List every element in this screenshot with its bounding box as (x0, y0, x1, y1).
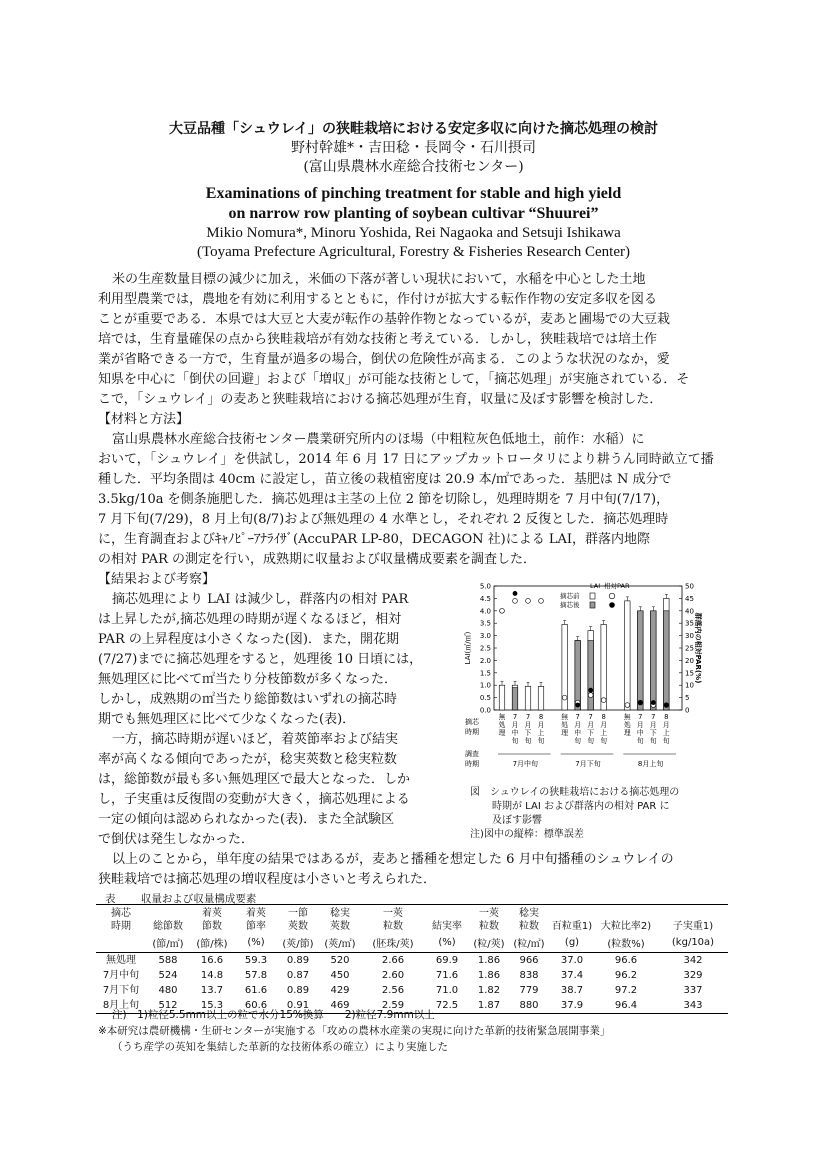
treatment-label-char: 8 (664, 713, 669, 721)
treatment-label-char: 月 (636, 721, 644, 729)
point-par-after (513, 591, 518, 596)
y-tick-label-right: 40 (685, 607, 694, 616)
section-heading-methods: 【材料と方法】 (98, 412, 190, 427)
point-par-before (625, 703, 630, 708)
table-header-cell: 一節 莢数 (288, 908, 308, 932)
table-unit-cell: (胚珠/莢) (372, 939, 414, 950)
methods-line: 3.5kg/10a を側条施肥した．摘芯処理は主茎の上位 2 節を切除し，処理時期を 7 月中旬(7/17)， (98, 492, 670, 507)
table-cell: 512 (158, 1000, 178, 1011)
table-header-cell: 大粒比率2) (600, 921, 652, 932)
treatment-label-char: 処 (498, 721, 506, 729)
treatment-label-char: 7 (525, 713, 531, 721)
table-header-row (96, 905, 728, 934)
table-unit-cell: (莢/㎡) (324, 939, 356, 950)
table-cell: 2.56 (381, 985, 405, 996)
treatment-label-char: 旬 (574, 737, 582, 745)
y-tick-label-right: 50 (685, 582, 694, 591)
row-label-survey-1: 調査 (465, 750, 479, 758)
table-header-cell: 結実率 (432, 921, 462, 932)
results-line: 摘芯処理により LAI は減少し，群落内の相対 PAR (112, 592, 409, 607)
treatment-label-char: 処 (561, 721, 569, 729)
row-label-survey-2: 時期 (465, 760, 479, 768)
bar-lai-before (525, 686, 531, 710)
lai-par-chart (462, 578, 702, 782)
table-units-row (96, 933, 728, 953)
affiliation-ja: (富山県農林水産総合技術センター) (303, 159, 524, 175)
point-par-before (601, 698, 606, 703)
point-par-after (664, 703, 669, 708)
table-cell: 37.4 (560, 970, 584, 981)
treatment-label-char: 7 (651, 713, 656, 721)
figure-caption (470, 786, 740, 842)
legend-header-lai: LAI (590, 582, 601, 590)
bar-lai-before (601, 624, 607, 710)
point-par-before (526, 598, 531, 603)
table-cell: 0.91 (286, 1000, 310, 1011)
treatment-label-char: 理 (623, 729, 631, 737)
point-par-after (588, 688, 593, 693)
bar-lai-before (625, 601, 631, 710)
table-unit-cell: (粒/莢) (473, 939, 505, 950)
table-header-cell: 総節数 (153, 921, 183, 932)
treatment-label-char: 月 (587, 721, 595, 729)
treatment-label-char: 月 (600, 721, 608, 729)
treatment-label-char: 月 (537, 721, 545, 729)
bar-lai-after (638, 611, 644, 710)
table-unit-cell: (粒/㎡) (513, 939, 545, 950)
table-cell: 1.86 (477, 955, 501, 966)
figure-caption-line: 及ぼす影響 (492, 815, 542, 826)
treatment-label-char: 7 (575, 713, 580, 721)
results-line: (7/27)までに摘芯処理をすると，処理後 10 日頃には， (98, 652, 423, 667)
table-unit-cell: (節/株) (196, 939, 228, 950)
row-label-treatment-2: 時期 (465, 728, 479, 736)
results-line: し，子実重は反復間の変動が大きく，摘芯処理による (98, 792, 410, 807)
conclusion-line: 以上のことから，単年度の結果ではあるが，麦あと播種を想定した 6 月中旬播種のシュウレイの (112, 852, 674, 867)
legend-label-after: 摘芯後 (560, 601, 580, 609)
treatment-label-char: 中 (636, 729, 644, 737)
treatment-label-char: 旬 (587, 737, 595, 745)
treatment-label-char: 月 (649, 721, 657, 729)
results-line: 一定の傾向は認められなかった(表)．また全試験区 (98, 812, 395, 827)
table-cell: 71.6 (435, 970, 459, 981)
table-header-cell: 子実重1) (672, 921, 714, 932)
y-tick-label-right: 45 (685, 594, 694, 603)
table-cell: 469 (330, 1000, 350, 1011)
figure-note: 注)図中の縦棒：標準誤差 (470, 829, 584, 840)
treatment-label-char: 7 (512, 713, 518, 721)
y-tick-label-left: 1.5 (479, 669, 491, 678)
survey-group-label: 7月中旬 (512, 760, 539, 768)
legend-par-after-marker (609, 602, 615, 608)
results-line: しかし，成熟期の㎡当たり総節数はいずれの摘芯時 (98, 692, 398, 707)
table-cell: 2.66 (381, 955, 405, 966)
treatment-label-char: 下 (524, 729, 532, 737)
paper-title-en-line1: Examinations of pinching treatment for stable and high yield (205, 185, 622, 202)
table-cell: 57.8 (244, 970, 268, 981)
section-heading-results: 【結果および考察】 (98, 572, 216, 587)
y-tick-label-right: 30 (685, 632, 694, 641)
table-cell: 337 (683, 985, 703, 996)
table-header-cell: 稔実 莢数 (330, 908, 350, 932)
table-cell: 7月下旬 (102, 985, 140, 996)
table-cell: 0.87 (286, 970, 310, 981)
figure-caption-line: 図 シュウレイの狭畦栽培における摘芯処理の (470, 787, 680, 798)
results-line: で倒伏は発生しなかった． (98, 832, 255, 847)
point-par-after (651, 700, 656, 705)
treatment-label-char: 旬 (636, 737, 644, 745)
y-tick-label-left: 4.0 (479, 607, 491, 616)
treatment-label-char: 月 (524, 721, 532, 729)
table-cell: 0.89 (286, 955, 310, 966)
table-cell: 1.86 (477, 970, 501, 981)
table-unit-cell: (節/㎡) (152, 939, 184, 950)
table-cell: 38.7 (560, 985, 584, 996)
bar-lai-after (575, 641, 581, 710)
table-row (96, 968, 728, 983)
intro-line: 米の生産数量目標の減少に加え，米価の下落が著しい現状において，水稲を中心とした土地 (112, 272, 646, 287)
y-tick-label-right: 15 (685, 669, 694, 678)
table-cell: 14.8 (200, 970, 224, 981)
treatment-label-char: 7 (588, 713, 593, 721)
treatment-label-char: 旬 (511, 737, 519, 745)
intro-line: 培では，生育量確保の点から狭畦栽培が有効な技術と考えている．しかし，狭畦栽培では培土作 (98, 332, 658, 347)
treatment-label-char: 旬 (524, 737, 532, 745)
y-axis-label-right: 群落内の相対PAR(%) (694, 612, 702, 684)
table-cell: 1.87 (477, 1000, 501, 1011)
treatment-label-char: 中 (574, 729, 582, 737)
table-unit-cell (96, 933, 146, 953)
results-line: 無処理区に比べて㎡当たり分枝節数が多くなった． (98, 672, 398, 687)
table-unit-cell: (%) (438, 937, 456, 948)
table-cell: 8月上旬 (102, 1000, 140, 1011)
affiliation-en: (Toyama Prefecture Agricultural, Forestry & Fisheries Research Center) (197, 244, 630, 260)
y-tick-label-left: 1.0 (479, 681, 491, 690)
table-cell: 60.6 (244, 1000, 268, 1011)
table-header-cell: 着莢 節数 (202, 908, 222, 932)
y-tick-label-left: 2.0 (479, 656, 491, 665)
table-caption-prefix: 表 (105, 893, 116, 905)
paper-title-ja: 大豆品種「シュウレイ」の狭畦栽培における安定多収に向けた摘芯処理の検討 (168, 121, 659, 137)
treatment-label-char: 8 (538, 713, 544, 721)
treatment-label-char: 旬 (600, 737, 608, 745)
results-line: は上昇したが,摘芯処理の時期が遅くなるほど，相対 (98, 612, 402, 627)
table-cell: 61.6 (244, 985, 268, 996)
y-tick-label-left: 4.5 (479, 594, 491, 603)
results-line: 率が高くなる傾向であったが，稔実莢数と稔実粒数 (98, 752, 397, 767)
table-cell: 343 (683, 1000, 703, 1011)
methods-line: の相対 PAR の測定を行い，成熟期に収量および収量構成要素を調査した． (98, 552, 536, 567)
table-cell: 450 (330, 970, 350, 981)
table-cell: 524 (158, 970, 178, 981)
authors-ja: 野村幹雄*・吉田稔・長岡令・石川摂司 (291, 140, 536, 156)
table-cell: 1.82 (477, 985, 501, 996)
results-line: 一方，摘芯時期が遅いほど，着莢節率および結実 (112, 732, 399, 747)
y-tick-label-left: 3.5 (479, 619, 491, 628)
y-tick-label-left: 0.5 (479, 694, 491, 703)
table-cell: 0.89 (286, 985, 310, 996)
point-par-after (638, 700, 643, 705)
table-cell: 96.2 (614, 970, 638, 981)
point-par-before (562, 695, 567, 700)
table-unit-cell: (kg/10a) (671, 937, 715, 948)
treatment-label-char: 理 (498, 729, 506, 737)
table-cell: 2.60 (381, 970, 405, 981)
legend-label-before: 摘芯前 (560, 592, 580, 600)
table-cell: 71.0 (435, 985, 459, 996)
funding-note: ※本研究は農研機構・生研センターが実施する「攻めの農林水産業の実現に向けた革新的技術緊急展開事業」 (98, 1025, 611, 1037)
treatment-label-char: 上 (600, 729, 608, 737)
table-header-cell: 稔実 粒数 (519, 908, 539, 932)
table-header-cell: 百粒重1) (551, 921, 593, 932)
table-cell: 無処理 (106, 955, 136, 966)
table-cell: 588 (158, 955, 178, 966)
table-caption-text: 収量および収量構成要素 (140, 893, 257, 905)
legend-lai-before-swatch (590, 593, 595, 599)
y-tick-label-right: 10 (685, 681, 694, 690)
treatment-label-char: 月 (662, 721, 670, 729)
legend-par-before-marker (609, 593, 615, 599)
conclusion-line: 狭畦栽培では摘芯処理の増収程度は小さいと考えられた． (98, 872, 437, 887)
conclusion-section (98, 850, 730, 890)
table-cell: 37.0 (560, 955, 584, 966)
intro-line: 業が省略できる一方で，生育量が過多の場合，倒伏の危険性が高まる．このような状況のなか，愛 (98, 352, 670, 367)
treatment-label-char: 旬 (649, 737, 657, 745)
results-line: 期でも無処理区に比べて少なくなった(表)． (98, 712, 356, 727)
y-tick-label-left: 5.0 (479, 582, 491, 591)
table-cell: 72.5 (435, 1000, 459, 1011)
table-cell: 2.59 (381, 1000, 405, 1011)
paper-title-en-line2: on narrow row planting of soybean cultivar “Shuurei” (228, 205, 599, 222)
table-header-cell: 一莢 粒数 (479, 908, 499, 932)
table-note-1: 注) 1)粒径5.5mm以上の粒で水分15%換算 2)粒径7.9mm以上 (112, 1009, 435, 1021)
bar-lai-after (664, 611, 670, 710)
table-unit-cell: (%) (247, 937, 265, 948)
figure-caption-line: 時期が LAI および群落内の相対 PAR に (492, 801, 670, 812)
results-line: PAR の上昇程度は小さくなった(図)．また，開花期 (98, 632, 400, 647)
point-par-before (588, 693, 593, 698)
bar-lai-after (588, 641, 593, 710)
authors-en: Mikio Nomura*, Minoru Yoshida, Rei Nagaoka and Setsuji Ishikawa (206, 225, 621, 241)
table-cell: 480 (158, 985, 178, 996)
point-par-before (513, 598, 518, 603)
y-axis-label-left: LAI(㎡/㎡) (464, 631, 472, 665)
table-cell: 96.6 (614, 955, 638, 966)
table-cell: 7月中旬 (102, 970, 140, 981)
treatment-label-char: 月 (511, 721, 519, 729)
treatment-label-char: 理 (561, 729, 569, 737)
intro-section (98, 270, 730, 590)
table-cell: 779 (519, 985, 539, 996)
yield-table-wrap (96, 904, 728, 1014)
y-tick-label-left: 0.0 (479, 706, 491, 715)
bar-lai-after (651, 611, 657, 710)
intro-line: こで，「シュウレイ」の麦あと狭畦栽培における摘芯処理が生育，収量に及ぼす影響を検討した． (98, 392, 663, 407)
intro-line: ことが重要である．本県では大豆と大麦が転作の基幹作物となっているが，麦あと圃場での大豆栽 (98, 312, 671, 327)
table-cell: 15.3 (200, 1000, 224, 1011)
table-cell: 69.9 (435, 955, 459, 966)
methods-line: 7 月下旬(7/29)，8 月上旬(8/7)および無処理の 4 水準とし，それぞれ 2 反復とした．摘芯処理時 (98, 512, 669, 527)
treatment-label-char: 無 (498, 713, 506, 721)
table-cell: 59.3 (244, 955, 268, 966)
methods-line: に，生育調査およびｷｬﾉﾋﾟｰｱﾅﾗｲｻﾞ(AccuPAR LP-80，DECAGON 社)による LAI，群落内地際 (98, 532, 651, 547)
table-cell: 838 (519, 970, 539, 981)
table-cell: 97.2 (614, 985, 638, 996)
methods-line: 富山県農林水産総合技術センター農業研究所内のほ場（中粗粒灰色低地土，前作：水稲）に (112, 432, 645, 447)
results-line: は，総節数が最も多い無処理区で最大となった．しか (98, 772, 411, 787)
table-cell: 96.4 (614, 1000, 638, 1011)
table-row (96, 983, 728, 998)
y-tick-label-right: 20 (685, 656, 694, 665)
bar-lai-after (512, 688, 518, 710)
methods-line: 種した．平均条間は 40cm に設定し，苗立後の栽植密度は 20.9 本/㎡であった．基肥は N 成分で (98, 472, 672, 487)
table-cell: 520 (330, 955, 350, 966)
table-cell: 342 (683, 955, 703, 966)
y-tick-label-right: 0 (685, 706, 690, 715)
treatment-label-char: 処 (623, 721, 631, 729)
y-tick-label-right: 25 (685, 644, 694, 653)
table-cell: 329 (683, 970, 703, 981)
y-tick-label-right: 5 (685, 694, 690, 703)
treatment-label-char: 7 (638, 713, 643, 721)
yield-table (96, 904, 728, 1014)
treatment-label-char: 上 (662, 729, 670, 737)
treatment-label-char: 無 (561, 713, 569, 721)
bar-lai-before (538, 686, 544, 710)
table-cell: 429 (330, 985, 350, 996)
treatment-label-char: 無 (623, 713, 631, 721)
y-tick-label-left: 2.5 (479, 644, 491, 653)
treatment-label-char: 月 (574, 721, 582, 729)
treatment-label-char: 中 (511, 729, 519, 737)
results-section (98, 590, 458, 850)
table-cell: 880 (519, 1000, 539, 1011)
treatment-label-char: 下 (587, 729, 595, 737)
survey-group-label: 8月上旬 (637, 760, 664, 768)
table-unit-cell: (粒数%) (607, 939, 645, 950)
y-tick-label-left: 3.0 (479, 632, 491, 641)
table-unit-cell: (莢/節) (282, 939, 314, 950)
table-cell: 37.9 (560, 1000, 584, 1011)
intro-line: 利用型農業では，農地を有効に利用するとともに，作付けが拡大する転作作物の安定多収を図る (98, 292, 658, 307)
table-body (96, 953, 728, 1014)
table-cell: 13.7 (200, 985, 224, 996)
table-cell: 966 (519, 955, 539, 966)
treatment-label-char: 旬 (537, 737, 545, 745)
treatment-label-char: 旬 (662, 737, 670, 745)
table-cell: 16.6 (200, 955, 224, 966)
treatment-label-char: 8 (601, 713, 606, 721)
intro-line: 知県を中心に「倒伏の回避」および「増収」が可能な技術として，「摘芯処理」が実施されている．そ (98, 372, 690, 387)
survey-group-label: 7月下旬 (575, 760, 601, 768)
bar-lai-before (499, 685, 505, 710)
legend-header-par: 相対PAR (604, 582, 630, 590)
row-label-treatment-1: 摘芯 (465, 718, 479, 726)
table-unit-cell: (g) (564, 937, 580, 948)
table-row (96, 953, 728, 969)
funding-note-2: （うち産学の英知を集結した革新的な技術体系の確立）により実施した (112, 1041, 448, 1053)
point-par-after (575, 703, 580, 708)
table-header-cell: 一莢 粒数 (383, 908, 403, 932)
point-par-before (500, 608, 505, 613)
methods-line: おいて，「シュウレイ」を供試し，2014 年 6 月 17 日にアップカットロータリにより耕うん同時畝立て播 (98, 452, 714, 467)
legend-lai-after-swatch (590, 602, 595, 608)
treatment-label-char: 上 (537, 729, 545, 737)
treatment-label-char: 下 (649, 729, 657, 737)
table-header-cell: 着莢 節率 (246, 908, 266, 932)
point-par-before (539, 598, 544, 603)
table-header-cell: 摘芯 時期 (111, 908, 131, 932)
y-tick-label-right: 35 (685, 619, 694, 628)
